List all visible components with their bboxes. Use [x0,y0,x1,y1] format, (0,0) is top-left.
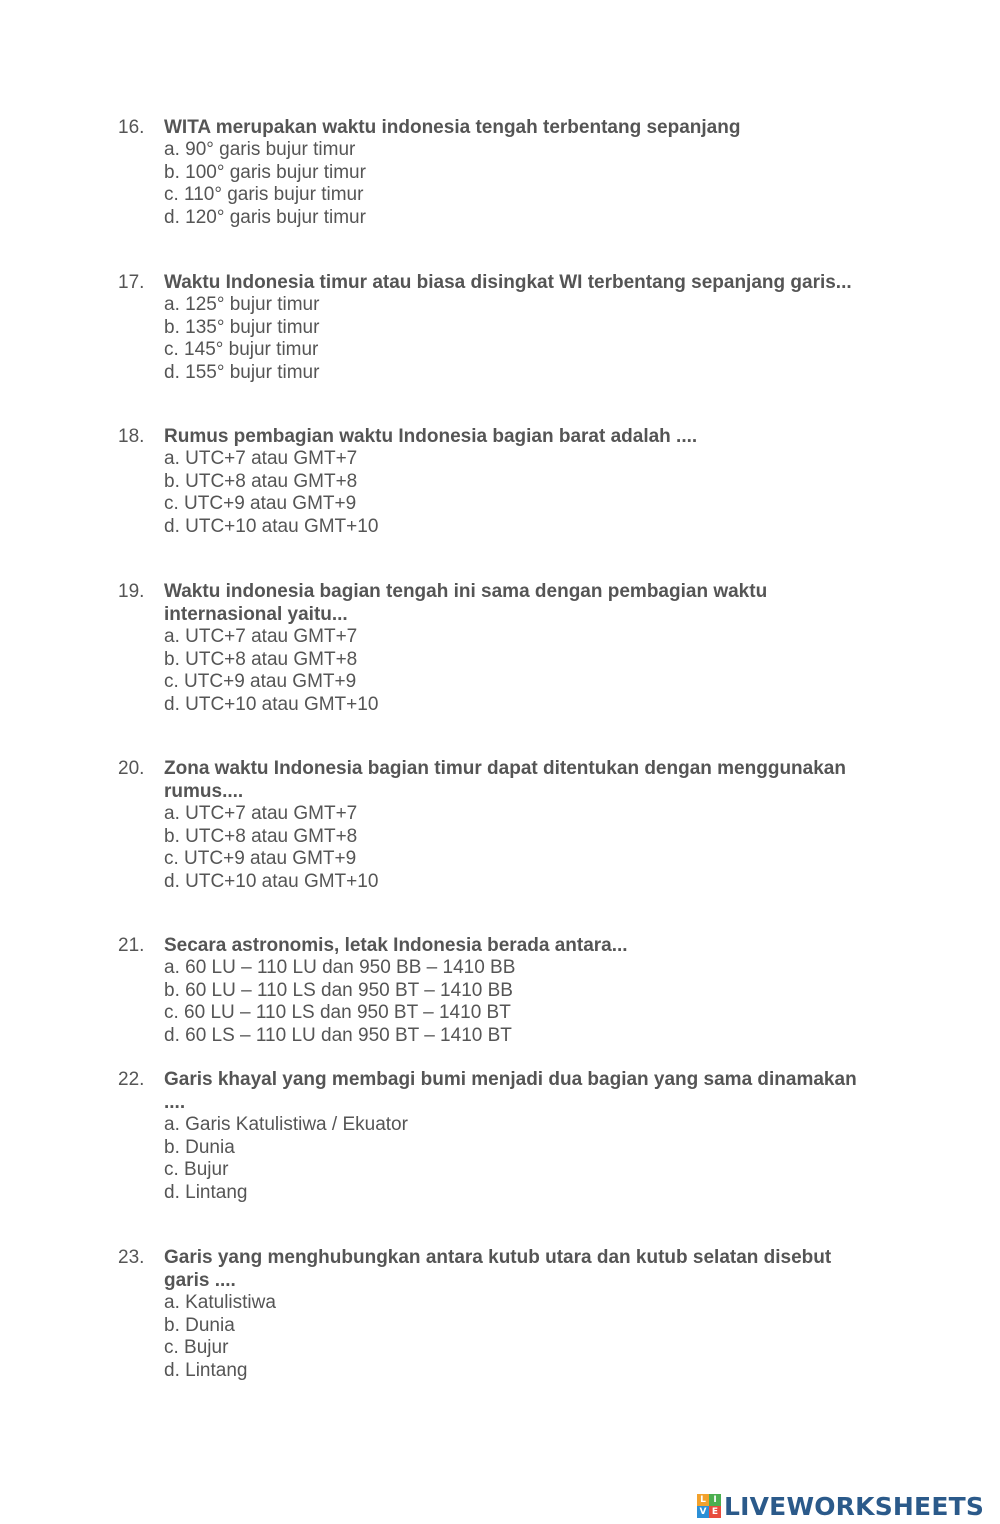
option-c[interactable]: c. UTC+9 atau GMT+9 [164,493,357,514]
option-b[interactable]: b. Dunia [164,1314,235,1336]
option-c[interactable]: c. 60 LU – 110 LS dan 950 BT – 1410 BT [164,1002,511,1023]
question-17 [118,271,908,384]
question-18 [118,425,908,538]
option-b[interactable]: b. UTC+8 atau GMT+8 [164,470,358,492]
question-23 [118,1246,908,1382]
question-number: 21. [118,935,145,956]
question-stem-continued: .... [164,1092,186,1113]
option-a[interactable]: a. UTC+7 atau GMT+7 [164,448,358,469]
option-c[interactable]: c. 145° bujur timur [164,339,319,360]
option-a[interactable]: a. 125° bujur timur [164,294,320,315]
question-stem: Waktu indonesia bagian tengah ini sama dengan pembagian waktu [164,581,768,602]
question-stem-continued: rumus.... [164,781,244,802]
option-d[interactable]: d. UTC+10 atau GMT+10 [164,515,379,537]
option-a[interactable]: a. UTC+7 atau GMT+7 [164,626,358,647]
question-stem-continued: garis .... [164,1270,236,1291]
question-number: 16. [118,117,145,138]
logo-tile-l: L [697,1494,709,1506]
option-a[interactable]: a. Garis Katulistiwa / Ekuator [164,1114,408,1135]
question-number: 19. [118,581,145,602]
option-c[interactable]: c. Bujur [164,1337,229,1358]
option-c[interactable]: c. 110° garis bujur timur [164,184,364,205]
question-number: 18. [118,426,145,447]
option-d[interactable]: d. UTC+10 atau GMT+10 [164,693,379,715]
question-stem: Garis khayal yang membagi bumi menjadi dua bagian yang sama dinamakan [164,1069,857,1090]
option-d[interactable]: d. 60 LS – 110 LU dan 950 BT – 1410 BT [164,1024,512,1046]
question-stem: Garis yang menghubungkan antara kutub utara dan kutub selatan disebut [164,1247,832,1268]
question-stem: WITA merupakan waktu indonesia tengah terbentang sepanjang [164,117,741,138]
option-d[interactable]: d. UTC+10 atau GMT+10 [164,870,379,892]
question-stem: Rumus pembagian waktu Indonesia bagian barat adalah .... [164,426,698,447]
question-number: 22. [118,1069,145,1090]
logo-tile-e: E [709,1506,721,1518]
option-d[interactable]: d. 155° bujur timur [164,361,320,383]
question-number: 23. [118,1247,145,1268]
option-a[interactable]: a. Katulistiwa [164,1292,276,1313]
option-c[interactable]: c. Bujur [164,1159,229,1180]
option-b[interactable]: b. UTC+8 atau GMT+8 [164,648,358,670]
option-b[interactable]: b. Dunia [164,1136,235,1158]
option-a[interactable]: a. 90° garis bujur timur [164,139,356,160]
option-d[interactable]: d. Lintang [164,1359,248,1381]
option-b[interactable]: b. 135° bujur timur [164,316,320,338]
logo-text: LIVEWORKSHEETS [724,1491,985,1521]
question-stem: Secara astronomis, letak Indonesia berada antara... [164,935,628,956]
question-21 [118,934,908,1047]
question-20 [118,757,908,893]
option-a[interactable]: a. 60 LU – 110 LU dan 950 BB – 1410 BB [164,957,516,978]
option-c[interactable]: c. UTC+9 atau GMT+9 [164,848,357,869]
question-stem: Zona waktu Indonesia bagian timur dapat ditentukan dengan menggunakan [164,758,846,779]
question-number: 17. [118,272,145,293]
question-16 [118,116,908,229]
option-b[interactable]: b. 60 LU – 110 LS dan 950 BT – 1410 BB [164,979,513,1001]
liveworksheets-logo [697,1490,984,1522]
option-b[interactable]: b. UTC+8 atau GMT+8 [164,825,358,847]
question-22 [118,1068,908,1204]
option-a[interactable]: a. UTC+7 atau GMT+7 [164,803,358,824]
question-number: 20. [118,758,145,779]
logo-tile-v: V [697,1506,709,1518]
option-d[interactable]: d. Lintang [164,1181,248,1203]
liveworksheets-logo-icon [697,1494,721,1518]
question-stem: Waktu Indonesia timur atau biasa disingkat WI terbentang sepanjang garis... [164,272,852,293]
question-19 [118,580,908,716]
option-b[interactable]: b. 100° garis bujur timur [164,161,366,183]
question-stem-continued: internasional yaitu... [164,604,348,625]
option-c[interactable]: c. UTC+9 atau GMT+9 [164,671,357,692]
logo-tile-i: I [709,1494,721,1506]
option-d[interactable]: d. 120° garis bujur timur [164,206,366,228]
